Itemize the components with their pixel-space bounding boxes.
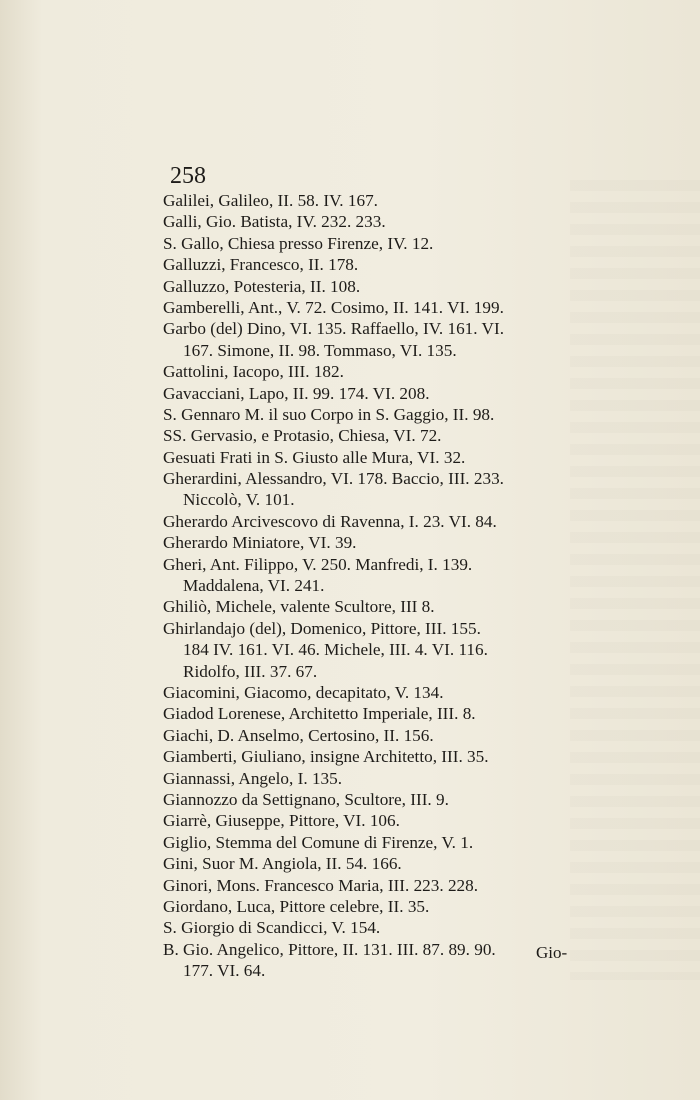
index-entry: Giarrè, Giuseppe, Pittore, VI. 106. [163, 811, 400, 831]
index-entry: Giamberti, Giuliano, insigne Architetto, III. 35. [163, 747, 489, 767]
index-entry: Gini, Suor M. Angiola, II. 54. 166. [163, 854, 402, 874]
index-entry: Gesuati Frati in S. Giusto alle Mura, VI. 32. [163, 447, 466, 467]
page-number: 258 [170, 163, 206, 189]
index-entry: Gattolini, Iacopo, III. 182. [163, 362, 344, 382]
index-entry: Galli, Gio. Batista, IV. 232. 233. [163, 212, 386, 232]
index-entry: Giacomini, Giacomo, decapitato, V. 134. [163, 682, 444, 702]
index-entry: B. Gio. Angelico, Pittore, II. 131. III. 87. 89. 90. [163, 939, 496, 959]
index-entry: Ghiliò, Michele, valente Scultore, III 8. [163, 597, 435, 617]
index-entry: Giadod Lorenese, Architetto Imperiale, III. 8. [163, 704, 476, 724]
index-entry: Gamberelli, Ant., V. 72. Cosimo, II. 141. VI. 199. [163, 297, 504, 317]
index-entry-continuation: Maddalena, VI. 241. [183, 576, 325, 596]
index-entry-continuation: 167. Simone, II. 98. Tommaso, VI. 135. [183, 340, 457, 360]
index-entry-continuation: 177. VI. 64. [183, 961, 266, 981]
index-entry: Galluzzi, Francesco, II. 178. [163, 255, 359, 275]
index-entry: Giglio, Stemma del Comune di Firenze, V. 1. [163, 832, 474, 852]
index-entry: Galilei, Galileo, II. 58. IV. 167. [163, 191, 378, 210]
index-entry: SS. Gervasio, e Protasio, Chiesa, VI. 72. [163, 426, 442, 446]
index-list [163, 190, 603, 981]
index-entry-continuation: Ridolfo, III. 37. 67. [183, 661, 318, 681]
index-entry: S. Gennaro M. il suo Corpo in S. Gaggio, II. 98. [163, 404, 495, 424]
index-entry: Gavacciani, Lapo, II. 99. 174. VI. 208. [163, 383, 430, 403]
index-entry: Gheri, Ant. Filippo, V. 250. Manfredi, I. 139. [163, 554, 473, 574]
index-entry: Giachi, D. Anselmo, Certosino, II. 156. [163, 725, 434, 745]
index-entry-continuation: Niccolò, V. 101. [183, 490, 295, 510]
index-entry: Garbo (del) Dino, VI. 135. Raffaello, IV. 161. VI. [163, 319, 504, 339]
index-entry: Gherardo Arcivescovo di Ravenna, I. 23. VI. 84. [163, 511, 497, 531]
index-entry: Giannozzo da Settignano, Scultore, III. 9. [163, 789, 449, 809]
index-entry: Gherardo Miniatore, VI. 39. [163, 533, 357, 553]
index-entry: Giannassi, Angelo, I. 135. [163, 768, 343, 788]
index-entry: S. Gallo, Chiesa presso Firenze, IV. 12. [163, 233, 434, 253]
index-entry: Galluzzo, Potesteria, II. 108. [163, 276, 361, 296]
index-entry: Ginori, Mons. Francesco Maria, III. 223. 228. [163, 875, 479, 895]
index-entry: Gherardini, Alessandro, VI. 178. Baccio, III. 233. [163, 469, 504, 489]
index-entry-continuation: 184 IV. 161. VI. 46. Michele, III. 4. VI. 116. [183, 640, 488, 660]
index-entry: S. Giorgio di Scandicci, V. 154. [163, 918, 381, 938]
catchword: Gio- [536, 943, 568, 962]
index-entry: Giordano, Luca, Pittore celebre, II. 35. [163, 896, 430, 916]
index-entry: Ghirlandajo (del), Domenico, Pittore, III. 155. [163, 618, 481, 638]
